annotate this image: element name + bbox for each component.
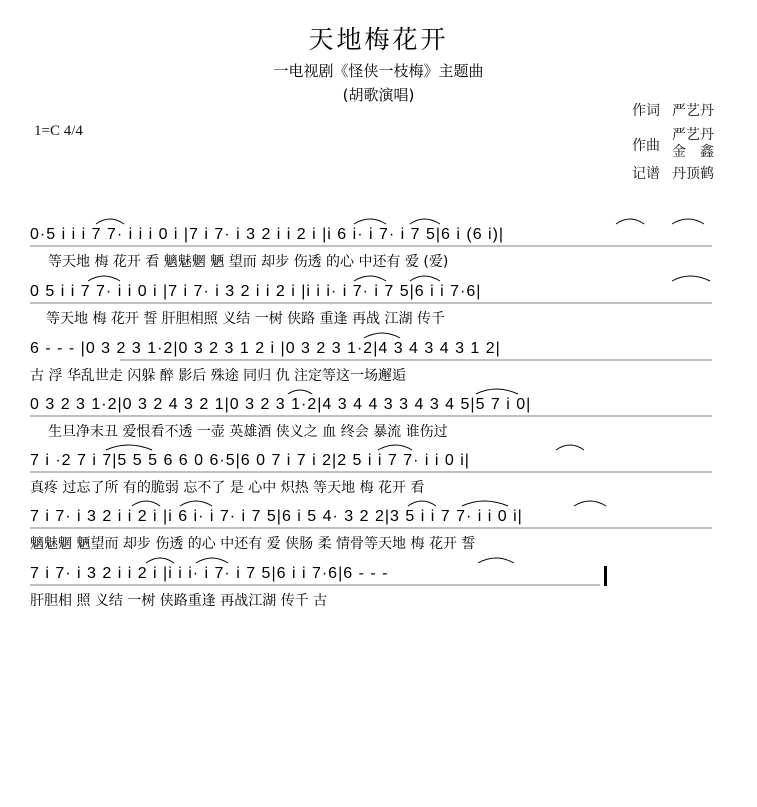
tie-mark xyxy=(408,501,436,506)
tie-mark xyxy=(476,389,518,394)
tie-mark xyxy=(574,501,606,506)
tie-mark xyxy=(196,558,228,563)
score-notes-line-5: 7 i ·2 7 i 7|5 5 5 6 6 0 6·5|6 0 7 i 7 i 2|2 5 i i 7 7· i i 0 i| xyxy=(30,452,470,469)
tie-mark xyxy=(354,276,386,281)
tie-mark xyxy=(616,219,644,224)
lyricist-name: 严艺丹 xyxy=(672,103,714,119)
composer-name-2: 金 鑫 xyxy=(672,144,714,160)
tie-mark xyxy=(378,445,412,450)
tie-mark xyxy=(180,501,212,506)
tie-mark xyxy=(672,219,704,224)
key-signature: 1=C 4/4 xyxy=(34,123,83,139)
tie-mark xyxy=(556,445,584,450)
score-notes-line-2: 0 5 i i 7 7· i i 0 i |7 i 7· i 3 2 i i 2 i |i i i· i 7· i 7 5|6 i i 7·6| xyxy=(30,283,482,300)
tie-mark xyxy=(288,390,312,394)
score-lyrics-line-4: 生旦净末丑 爱恨看不透 一壶 英雄酒 侠义之 血 终会 暴流 谁伤过 xyxy=(48,424,448,440)
tie-mark xyxy=(364,333,400,338)
score-lyrics-line-2: 等天地 梅 花开 誓 肝胆相照 义结 一树 侠路 重逢 再战 江湖 传千 xyxy=(46,311,445,327)
tie-mark xyxy=(146,558,174,563)
tie-mark xyxy=(462,501,508,506)
lyricist-credit xyxy=(632,100,714,120)
tie-mark xyxy=(410,219,440,224)
score-lyrics-line-1: 等天地 梅 花开 看 魑魅魍 魉 望而 却步 伤透 的心 中还有 爱 (爱) xyxy=(48,254,449,270)
subtitle: 一电视剧《怪侠一枝梅》主题曲 xyxy=(273,62,484,80)
tie-mark xyxy=(354,219,386,224)
composer-label: 作曲 xyxy=(632,138,660,154)
transcriber-credit xyxy=(632,163,714,183)
score-notes-line-3: 6 - - - |0 3 2 3 1·2|0 3 2 3 1 2 i |0 3 2 3 1·2|4 3 4 3 4 3 1 2| xyxy=(30,340,501,357)
score-notes-line-1: 0·5 i i i 7 7· i i i 0 i |7 i 7· i 3 2 i i 2 i |i 6 i· i 7· i 7 5|6 i (6 i)| xyxy=(30,226,505,243)
tie-mark xyxy=(672,276,710,281)
score-notes-line-7: 7 i 7· i 3 2 i i 2 i |i i i· i 7· i 7 5|6 i i 7·6|6 - - - xyxy=(30,565,389,582)
lyricist-label: 作词 xyxy=(632,103,660,119)
tie-mark xyxy=(410,276,440,281)
page-title: 天地梅花开 xyxy=(308,25,449,54)
transcriber-name: 丹顶鹤 xyxy=(672,166,714,182)
score-lyrics-line-3: 古 浮 华乱世走 闪躲 醉 影后 殊途 同归 仇 注定等这一场邂逅 xyxy=(30,368,407,384)
score-notes-line-4: 0 3 2 3 1·2|0 3 2 4 3 2 1|0 3 2 3 1·2|4 3 4 4 3 3 4 3 4 5|5 7 i 0| xyxy=(30,396,532,413)
final-barline xyxy=(604,566,607,586)
score-lyrics-line-7: 肝胆相 照 义结 一树 侠路重逢 再战江湖 传千 古 xyxy=(30,593,328,609)
tie-mark xyxy=(88,276,120,281)
tie-mark xyxy=(478,558,514,563)
score-lyrics-line-6: 魑魅魍 魉望而 却步 伤透 的心 中还有 爱 侠肠 柔 情骨等天地 梅 花开 誓 xyxy=(30,536,476,552)
score-lyrics-line-5: 真疼 过忘了所 有的脆弱 忘不了 是 心中 炽热 等天地 梅 花开 看 xyxy=(30,480,425,496)
tie-mark xyxy=(96,219,124,224)
tie-mark xyxy=(106,445,152,450)
score-notes-line-6: 7 i 7· i 3 2 i i 2 i |i 6 i· i 7· i 7 5|6 i 5 4· 3 2 2|3 5 i i 7 7· i i 0 i| xyxy=(30,508,523,525)
tie-mark xyxy=(132,501,160,506)
singer: (胡歌演唱) xyxy=(342,86,415,104)
transcriber-label: 记谱 xyxy=(632,166,660,182)
composer-name-1: 严艺丹 xyxy=(672,127,714,143)
